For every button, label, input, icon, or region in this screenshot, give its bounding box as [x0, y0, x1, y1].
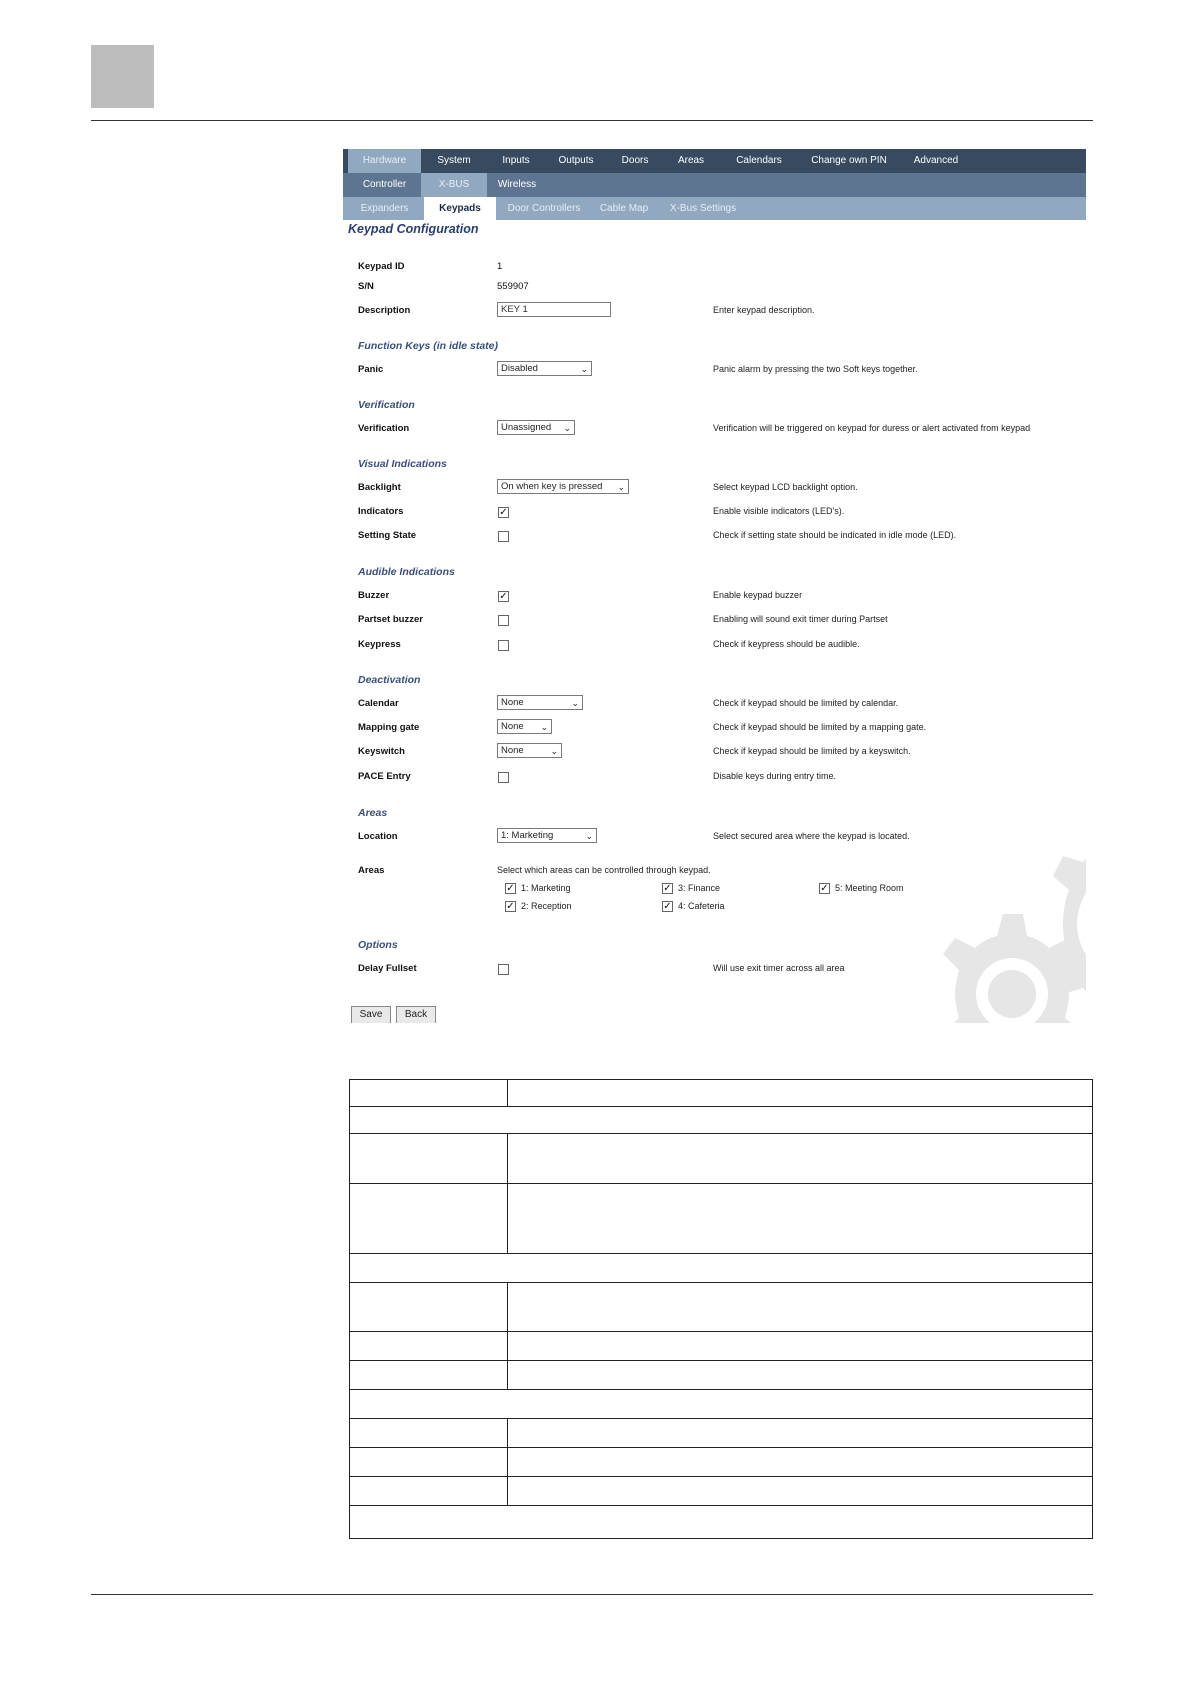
parameters-table: [349, 1079, 1093, 1539]
mapping-gate-hint: Check if keypad should be limited by a mapping gate.: [713, 722, 927, 732]
delay-fullset-checkbox[interactable]: [498, 964, 509, 975]
save-button[interactable]: Save: [351, 1006, 391, 1023]
location-hint: Select secured area where the keypad is located.: [713, 831, 910, 841]
backlight-hint: Select keypad LCD backlight option.: [713, 482, 858, 492]
verification-label: Verification: [358, 423, 410, 434]
setting-state-label: Setting State: [358, 530, 417, 541]
description-hint: Enter keypad description.: [713, 305, 815, 315]
table-rule: [349, 1389, 1093, 1390]
section-verification: Verification: [358, 399, 415, 411]
pace-entry-label: PACE Entry: [358, 771, 411, 782]
table-rule: [349, 1106, 1093, 1107]
buzzer-label: Buzzer: [358, 590, 390, 601]
table-rule: [507, 1079, 508, 1106]
section-audible-indications: Audible Indications: [358, 566, 455, 578]
calendar-hint: Check if keypad should be limited by calendar.: [713, 698, 899, 708]
tab-wireless[interactable]: Wireless: [497, 179, 537, 190]
table-rule: [349, 1538, 1093, 1539]
table-rule: [349, 1079, 1093, 1080]
panic-hint: Panic alarm by pressing the two Soft keys together.: [713, 364, 918, 374]
back-button[interactable]: Back: [396, 1006, 436, 1023]
verification-select[interactable]: [497, 420, 575, 435]
section-areas: Areas: [358, 807, 388, 819]
table-rule: [507, 1418, 508, 1505]
tab-advanced[interactable]: Advanced: [913, 155, 959, 166]
keypad-id-value: 1: [497, 261, 503, 272]
tab-areas[interactable]: Areas: [677, 155, 705, 166]
area-label-1: 1: Marketing: [521, 883, 571, 893]
tab-system[interactable]: System: [437, 155, 471, 166]
keypress-hint: Check if keypress should be audible.: [713, 639, 860, 649]
delay-fullset-label: Delay Fullset: [358, 963, 417, 974]
mapping-gate-select-value: None: [501, 721, 524, 732]
backlight-select-value: On when key is pressed: [501, 481, 603, 492]
area-checkbox-5[interactable]: ✓: [820, 883, 829, 894]
tab-inputs[interactable]: Inputs: [502, 155, 530, 166]
backlight-select[interactable]: [497, 479, 629, 494]
page-title: Keypad Configuration: [348, 222, 479, 236]
mapping-gate-label: Mapping gate: [358, 722, 420, 733]
area-label-2: 2: Reception: [521, 901, 572, 911]
chevron-down-icon: ⌄: [550, 746, 558, 756]
table-rule: [349, 1282, 1093, 1283]
tab-change-own-pin[interactable]: Change own PIN: [811, 155, 887, 166]
chevron-down-icon: ⌄: [580, 364, 588, 374]
setting-state-hint: Check if setting state should be indicated in idle mode (LED).: [713, 530, 957, 540]
keyswitch-select[interactable]: [497, 743, 562, 758]
tab-cable-map[interactable]: Cable Map: [599, 203, 649, 214]
area-label-5: 5: Meeting Room: [835, 883, 904, 893]
panic-select[interactable]: [497, 361, 592, 376]
table-rule: [349, 1360, 1093, 1361]
verification-hint: Verification will be triggered on keypad for duress or alert activated from keypad: [713, 423, 1031, 433]
keypress-checkbox[interactable]: [498, 640, 509, 651]
tab-x-bus-settings[interactable]: X-Bus Settings: [669, 203, 737, 214]
keypress-label: Keypress: [358, 639, 401, 650]
location-label: Location: [358, 831, 398, 842]
keypad-id-label: Keypad ID: [358, 261, 405, 272]
chevron-down-icon: ⌄: [540, 722, 548, 732]
tab-outputs[interactable]: Outputs: [558, 155, 594, 166]
area-checkbox-2[interactable]: ✓: [506, 901, 515, 912]
table-rule: [349, 1505, 1093, 1506]
pace-entry-hint: Disable keys during entry time.: [713, 771, 837, 781]
table-rule: [349, 1079, 350, 1539]
tab-hardware[interactable]: Hardware: [348, 149, 421, 173]
partset-buzzer-label: Partset buzzer: [358, 614, 423, 625]
calendar-select[interactable]: [497, 695, 583, 710]
tab-calendars[interactable]: Calendars: [736, 155, 782, 166]
tab-expanders[interactable]: Expanders: [360, 203, 409, 214]
tab-door-controllers[interactable]: Door Controllers: [507, 203, 581, 214]
indicators-hint: Enable visible indicators (LED's).: [713, 506, 845, 516]
panic-label: Panic: [358, 364, 384, 375]
areas-hint: Select which areas can be controlled through keypad.: [497, 865, 711, 875]
chevron-down-icon: ⌄: [617, 482, 625, 492]
backlight-label: Backlight: [358, 482, 401, 493]
description-label: Description: [358, 305, 411, 316]
indicators-label: Indicators: [358, 506, 404, 517]
tab-doors[interactable]: Doors: [621, 155, 649, 166]
pace-entry-checkbox[interactable]: [498, 772, 509, 783]
section-deactivation: Deactivation: [358, 674, 421, 686]
sn-value: 559907: [497, 281, 529, 292]
keyswitch-select-value: None: [501, 745, 524, 756]
buzzer-checkbox[interactable]: ✓: [499, 591, 508, 602]
table-rule: [349, 1183, 1093, 1184]
table-rule: [507, 1133, 508, 1253]
description-input[interactable]: KEY 1: [497, 302, 611, 317]
footer-rule: [91, 1594, 1093, 1595]
main-nav: [343, 149, 1086, 173]
area-checkbox-4[interactable]: ✓: [663, 901, 672, 912]
gear-watermark-icon: [893, 774, 1086, 1023]
sub-sub-nav: [343, 197, 1086, 220]
table-rule: [349, 1418, 1093, 1419]
area-checkbox-1[interactable]: ✓: [506, 883, 515, 894]
table-rule: [349, 1476, 1093, 1477]
areas-label: Areas: [358, 865, 385, 876]
header-rule: [91, 120, 1093, 121]
table-rule: [349, 1447, 1093, 1448]
table-rule: [349, 1133, 1093, 1134]
panic-select-value: Disabled: [501, 363, 538, 374]
keypad-configuration-screenshot: [343, 149, 1086, 1023]
keyswitch-hint: Check if keypad should be limited by a keyswitch.: [713, 746, 911, 756]
area-label-4: 4: Cafeteria: [678, 901, 725, 911]
setting-state-checkbox[interactable]: [498, 531, 509, 542]
tab-keypads[interactable]: Keypads: [424, 197, 496, 220]
verification-select-value: Unassigned: [501, 422, 552, 433]
tab-x-bus[interactable]: X-BUS: [421, 173, 487, 197]
calendar-label: Calendar: [358, 698, 399, 709]
calendar-select-value: None: [501, 697, 524, 708]
area-label-3: 3: Finance: [678, 883, 721, 893]
partset-buzzer-checkbox[interactable]: [498, 615, 509, 626]
partset-buzzer-hint: Enabling will sound exit timer during Partset: [713, 614, 888, 624]
location-select-value: 1: Marketing: [501, 830, 554, 841]
section-function-keys: Function Keys (in idle state): [358, 340, 499, 352]
area-checkbox-3[interactable]: ✓: [663, 883, 672, 894]
delay-fullset-hint: Will use exit timer across all area: [713, 963, 845, 973]
mapping-gate-select[interactable]: [497, 719, 552, 734]
sub-nav: [343, 173, 1086, 197]
location-select[interactable]: [497, 828, 597, 843]
table-rule: [507, 1282, 508, 1389]
chevron-down-icon: ⌄: [585, 831, 593, 841]
chapter-marker: [91, 45, 154, 108]
chevron-down-icon: ⌄: [571, 698, 579, 708]
chevron-down-icon: ⌄: [563, 423, 571, 433]
section-options: Options: [358, 939, 398, 951]
tab-controller[interactable]: Controller: [362, 179, 407, 190]
indicators-checkbox[interactable]: ✓: [499, 507, 508, 518]
table-rule: [349, 1253, 1093, 1254]
sn-label: S/N: [358, 281, 374, 292]
table-rule: [1092, 1079, 1093, 1539]
keyswitch-label: Keyswitch: [358, 746, 405, 757]
buzzer-hint: Enable keypad buzzer: [713, 590, 803, 600]
table-rule: [349, 1331, 1093, 1332]
section-visual-indications: Visual Indications: [358, 458, 447, 470]
